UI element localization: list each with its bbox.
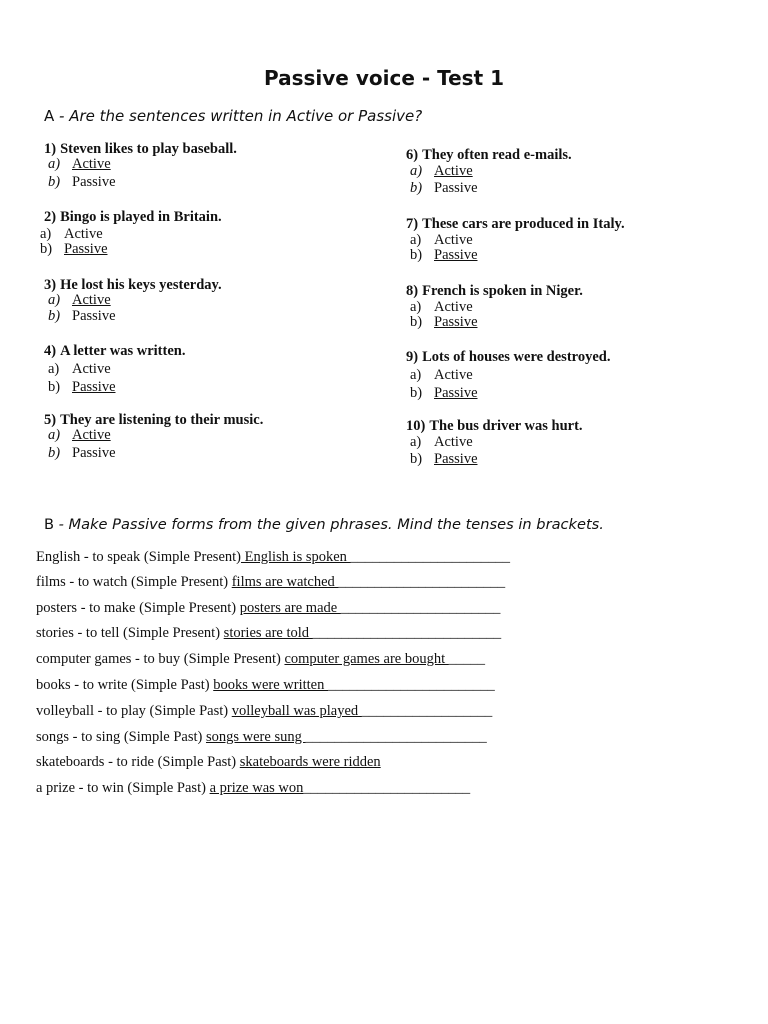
option-label: Passive bbox=[72, 445, 116, 461]
answer-text[interactable]: films are watched bbox=[231, 574, 339, 590]
question-number: 1) bbox=[44, 141, 57, 157]
phrase-prompt: films - to watch (Simple Present) bbox=[36, 574, 232, 590]
question-9-option-b[interactable] bbox=[410, 385, 478, 402]
question-6-option-a[interactable] bbox=[410, 163, 473, 180]
option-label: Passive bbox=[434, 451, 478, 467]
question-2 bbox=[44, 209, 222, 226]
option-marker: b) bbox=[410, 314, 423, 330]
section-a-instruction: - Are the sentences written in Active or Passive? bbox=[54, 107, 423, 125]
question-text: Lots of houses were destroyed. bbox=[422, 349, 611, 365]
phrase-prompt: a prize - to win (Simple Past) bbox=[36, 780, 210, 796]
option-marker: a) bbox=[410, 434, 422, 450]
exercise-b-line-3 bbox=[36, 600, 500, 617]
answer-text[interactable]: computer games are bought bbox=[284, 651, 449, 667]
option-label: Passive bbox=[72, 379, 116, 395]
option-label: Active bbox=[434, 299, 473, 315]
question-number: 7) bbox=[406, 216, 419, 232]
option-label: Active bbox=[434, 367, 473, 383]
option-marker: a) bbox=[48, 156, 61, 172]
section-b-heading bbox=[44, 516, 604, 533]
answer-text[interactable]: a prize was won bbox=[209, 780, 304, 796]
question-10-option-b[interactable] bbox=[410, 451, 478, 468]
question-text: They are listening to their music. bbox=[60, 412, 264, 428]
answer-text[interactable]: English is spoken bbox=[240, 549, 351, 565]
exercise-b-line-8 bbox=[36, 729, 487, 746]
option-marker: b) bbox=[410, 180, 423, 196]
question-text: These cars are produced in Italy. bbox=[422, 216, 625, 232]
option-label: Active bbox=[434, 232, 473, 248]
answer-blank: _____ bbox=[448, 651, 485, 667]
question-4-option-b[interactable] bbox=[48, 379, 116, 396]
question-number: 3) bbox=[44, 277, 57, 293]
page-title: Passive voice - Test 1 bbox=[263, 66, 505, 90]
answer-blank: _________________________ bbox=[305, 729, 487, 745]
question-text: He lost his keys yesterday. bbox=[60, 277, 222, 293]
option-marker: b) bbox=[48, 308, 61, 324]
question-8 bbox=[406, 283, 583, 300]
section-a-heading bbox=[44, 107, 422, 125]
answer-blank: _______________________ bbox=[338, 574, 506, 590]
question-3-option-a[interactable] bbox=[48, 292, 111, 309]
section-b-letter: B bbox=[44, 516, 55, 533]
option-marker: b) bbox=[410, 247, 423, 263]
question-1-option-b[interactable] bbox=[48, 174, 116, 191]
section-a-letter: A bbox=[44, 107, 55, 125]
question-9-option-a[interactable] bbox=[410, 367, 473, 384]
question-text: Steven likes to play baseball. bbox=[60, 141, 237, 157]
answer-text[interactable]: posters are made bbox=[239, 600, 341, 616]
option-label: Passive bbox=[64, 241, 108, 257]
question-6 bbox=[406, 147, 572, 164]
question-5-option-b[interactable] bbox=[48, 445, 116, 462]
exercise-b-line-1 bbox=[36, 549, 510, 566]
answer-text[interactable]: books were written bbox=[213, 677, 328, 693]
option-label: Active bbox=[72, 427, 111, 443]
question-10 bbox=[406, 418, 583, 435]
answer-blank: __________________ bbox=[361, 703, 493, 719]
option-label: Active bbox=[72, 361, 111, 377]
exercise-b-line-6 bbox=[36, 677, 495, 694]
option-marker: a) bbox=[410, 367, 422, 383]
option-label: Passive bbox=[434, 314, 478, 330]
phrase-prompt: computer games - to buy (Simple Present) bbox=[36, 651, 285, 667]
exercise-b-line-10 bbox=[36, 780, 470, 797]
exercise-b-line-5 bbox=[36, 651, 485, 668]
exercise-b-line-9 bbox=[36, 754, 381, 771]
option-marker: a) bbox=[410, 299, 422, 315]
question-7-option-b[interactable] bbox=[410, 247, 478, 264]
phrase-prompt: posters - to make (Simple Present) bbox=[36, 600, 240, 616]
option-marker: a) bbox=[48, 361, 60, 377]
option-marker: a) bbox=[48, 427, 61, 443]
answer-blank: _______________________ bbox=[327, 677, 495, 693]
option-label: Active bbox=[72, 292, 111, 308]
phrase-prompt: English - to speak (Simple Present) bbox=[36, 549, 241, 565]
option-marker: b) bbox=[410, 451, 423, 467]
question-text: French is spoken in Niger. bbox=[422, 283, 583, 299]
answer-text[interactable]: skateboards were ridden bbox=[239, 754, 381, 770]
question-7 bbox=[406, 216, 625, 233]
exercise-b-line-7 bbox=[36, 703, 492, 720]
question-number: 2) bbox=[44, 209, 57, 225]
question-number: 4) bbox=[44, 343, 57, 359]
phrase-prompt: books - to write (Simple Past) bbox=[36, 677, 214, 693]
question-number: 9) bbox=[406, 349, 419, 365]
answer-text[interactable]: volleyball was played bbox=[231, 703, 362, 719]
option-marker: a) bbox=[40, 226, 52, 242]
phrase-prompt: stories - to tell (Simple Present) bbox=[36, 625, 224, 641]
option-label: Passive bbox=[434, 247, 478, 263]
question-5-option-a[interactable] bbox=[48, 427, 111, 444]
option-label: Active bbox=[72, 156, 111, 172]
option-marker: b) bbox=[48, 445, 61, 461]
option-label: Passive bbox=[434, 385, 478, 401]
question-10-option-a[interactable] bbox=[410, 434, 473, 451]
option-label: Active bbox=[64, 226, 103, 242]
phrase-prompt: songs - to sing (Simple Past) bbox=[36, 729, 206, 745]
option-marker: b) bbox=[410, 385, 423, 401]
question-3-option-b[interactable] bbox=[48, 308, 116, 325]
question-2-option-b[interactable] bbox=[40, 241, 108, 258]
option-label: Passive bbox=[72, 308, 116, 324]
option-marker: a) bbox=[410, 232, 422, 248]
question-number: 5) bbox=[44, 412, 57, 428]
option-marker: b) bbox=[40, 241, 53, 257]
answer-blank: ______________________ bbox=[340, 600, 501, 616]
option-marker: a) bbox=[48, 292, 61, 308]
phrase-prompt: skateboards - to ride (Simple Past) bbox=[36, 754, 240, 770]
phrase-prompt: volleyball - to play (Simple Past) bbox=[36, 703, 232, 719]
option-label: Passive bbox=[434, 180, 478, 196]
question-number: 10) bbox=[406, 418, 426, 434]
answer-blank: ______________________ bbox=[350, 549, 511, 565]
question-text: They often read e-mails. bbox=[422, 147, 572, 163]
option-label: Passive bbox=[72, 174, 116, 190]
question-text: A letter was written. bbox=[60, 343, 186, 359]
question-4-option-a[interactable] bbox=[48, 361, 111, 378]
option-marker: b) bbox=[48, 379, 61, 395]
question-text: The bus driver was hurt. bbox=[429, 418, 583, 434]
option-label: Active bbox=[434, 163, 473, 179]
answer-blank: __________________________ bbox=[312, 625, 502, 641]
answer-blank: _______________________ bbox=[303, 780, 471, 796]
answer-text[interactable]: songs were sung bbox=[205, 729, 306, 745]
question-1-option-a[interactable] bbox=[48, 156, 111, 173]
question-9 bbox=[406, 349, 610, 366]
section-b-instruction: - Make Passive forms from the given phrases. Mind the tenses in brackets. bbox=[54, 516, 604, 533]
question-8-option-b[interactable] bbox=[410, 314, 478, 331]
option-marker: a) bbox=[410, 163, 423, 179]
question-number: 6) bbox=[406, 147, 419, 163]
option-label: Active bbox=[434, 434, 473, 450]
question-4 bbox=[44, 343, 185, 360]
question-6-option-b[interactable] bbox=[410, 180, 478, 197]
answer-text[interactable]: stories are told bbox=[223, 625, 313, 641]
exercise-b-line-2 bbox=[36, 574, 505, 591]
question-text: Bingo is played in Britain. bbox=[60, 209, 222, 225]
exercise-b-line-4 bbox=[36, 625, 501, 642]
option-marker: b) bbox=[48, 174, 61, 190]
question-number: 8) bbox=[406, 283, 419, 299]
